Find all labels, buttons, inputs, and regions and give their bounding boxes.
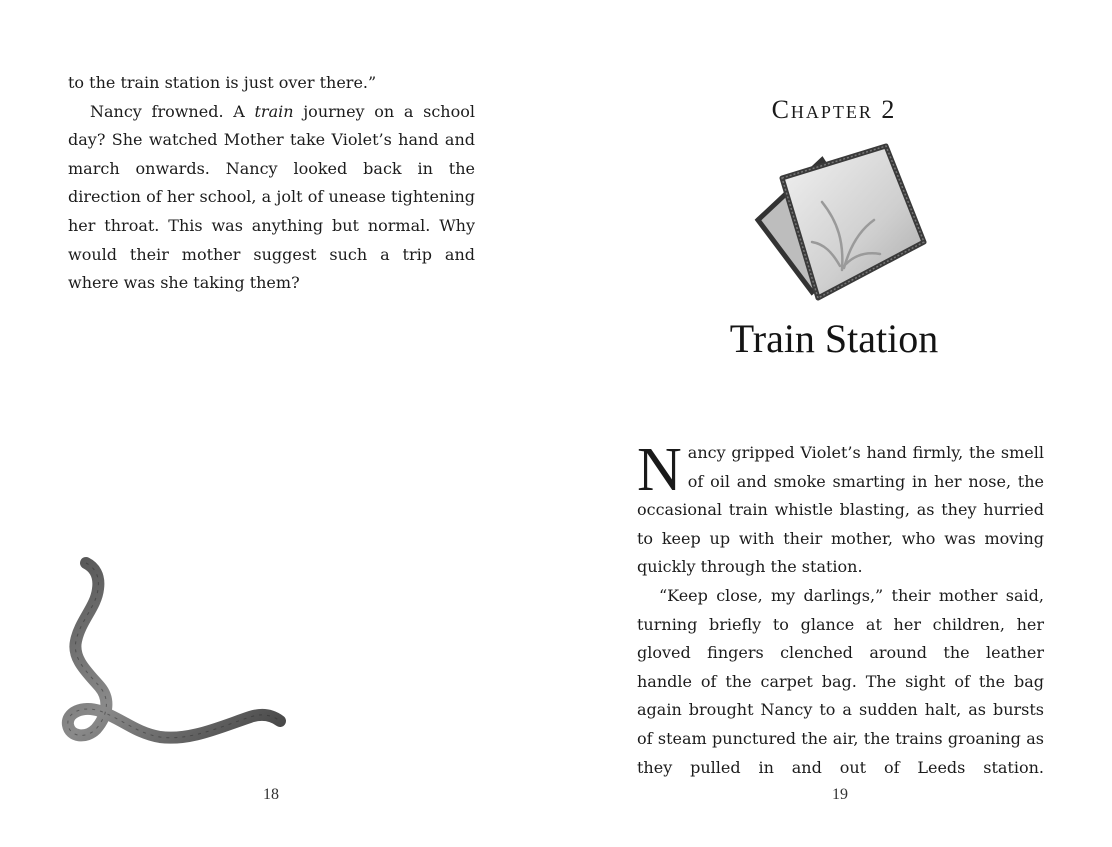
ribbon-illustration [60, 555, 290, 750]
chapter-title: Train Station [729, 316, 939, 361]
left-page-text [68, 69, 475, 298]
page-number: 18 [263, 786, 279, 803]
chapter-label: Chapter 2 [771, 95, 897, 124]
paragraph-nancy-gripped-text: ancy gripped Violet’s hand firmly, the smell of oil and smoke smarting in her nose, the occasional train whistle blasting, as they hurried to keep up with their mother, who was moving quickly through the station. [637, 443, 1044, 577]
paragraph-nancy-gripped [637, 436, 1044, 582]
emphasized-word: train [254, 101, 294, 121]
page-number: 19 [832, 786, 848, 803]
paragraph-keep-close: “Keep close, my darlings,” their mother said, turning briefly to glance at her children, her gloved fingers clenched around the leather handle of the carpet bag. The sight of the bag again brought Nancy to a sudden halt, as bursts of steam punctured the air, the trains groaning as they pulled in and out of Leeds station. [637, 585, 1044, 777]
right-page [556, 0, 1112, 847]
drop-cap: N [637, 436, 682, 504]
paragraph-continued: to the train station is just over there.” [68, 73, 377, 92]
right-page-text [637, 436, 1044, 782]
handkerchief-illustration [752, 142, 930, 302]
paragraph-nancy-frowned: Nancy frowned. A train journey on a school day? She watched Mother take Violet’s hand and march onwards. Nancy looked back in the direction of her school, a jolt of unease tightening her throat. This was anything but normal. Why would their mother suggest such a trip and where was she taking them? [68, 101, 475, 293]
